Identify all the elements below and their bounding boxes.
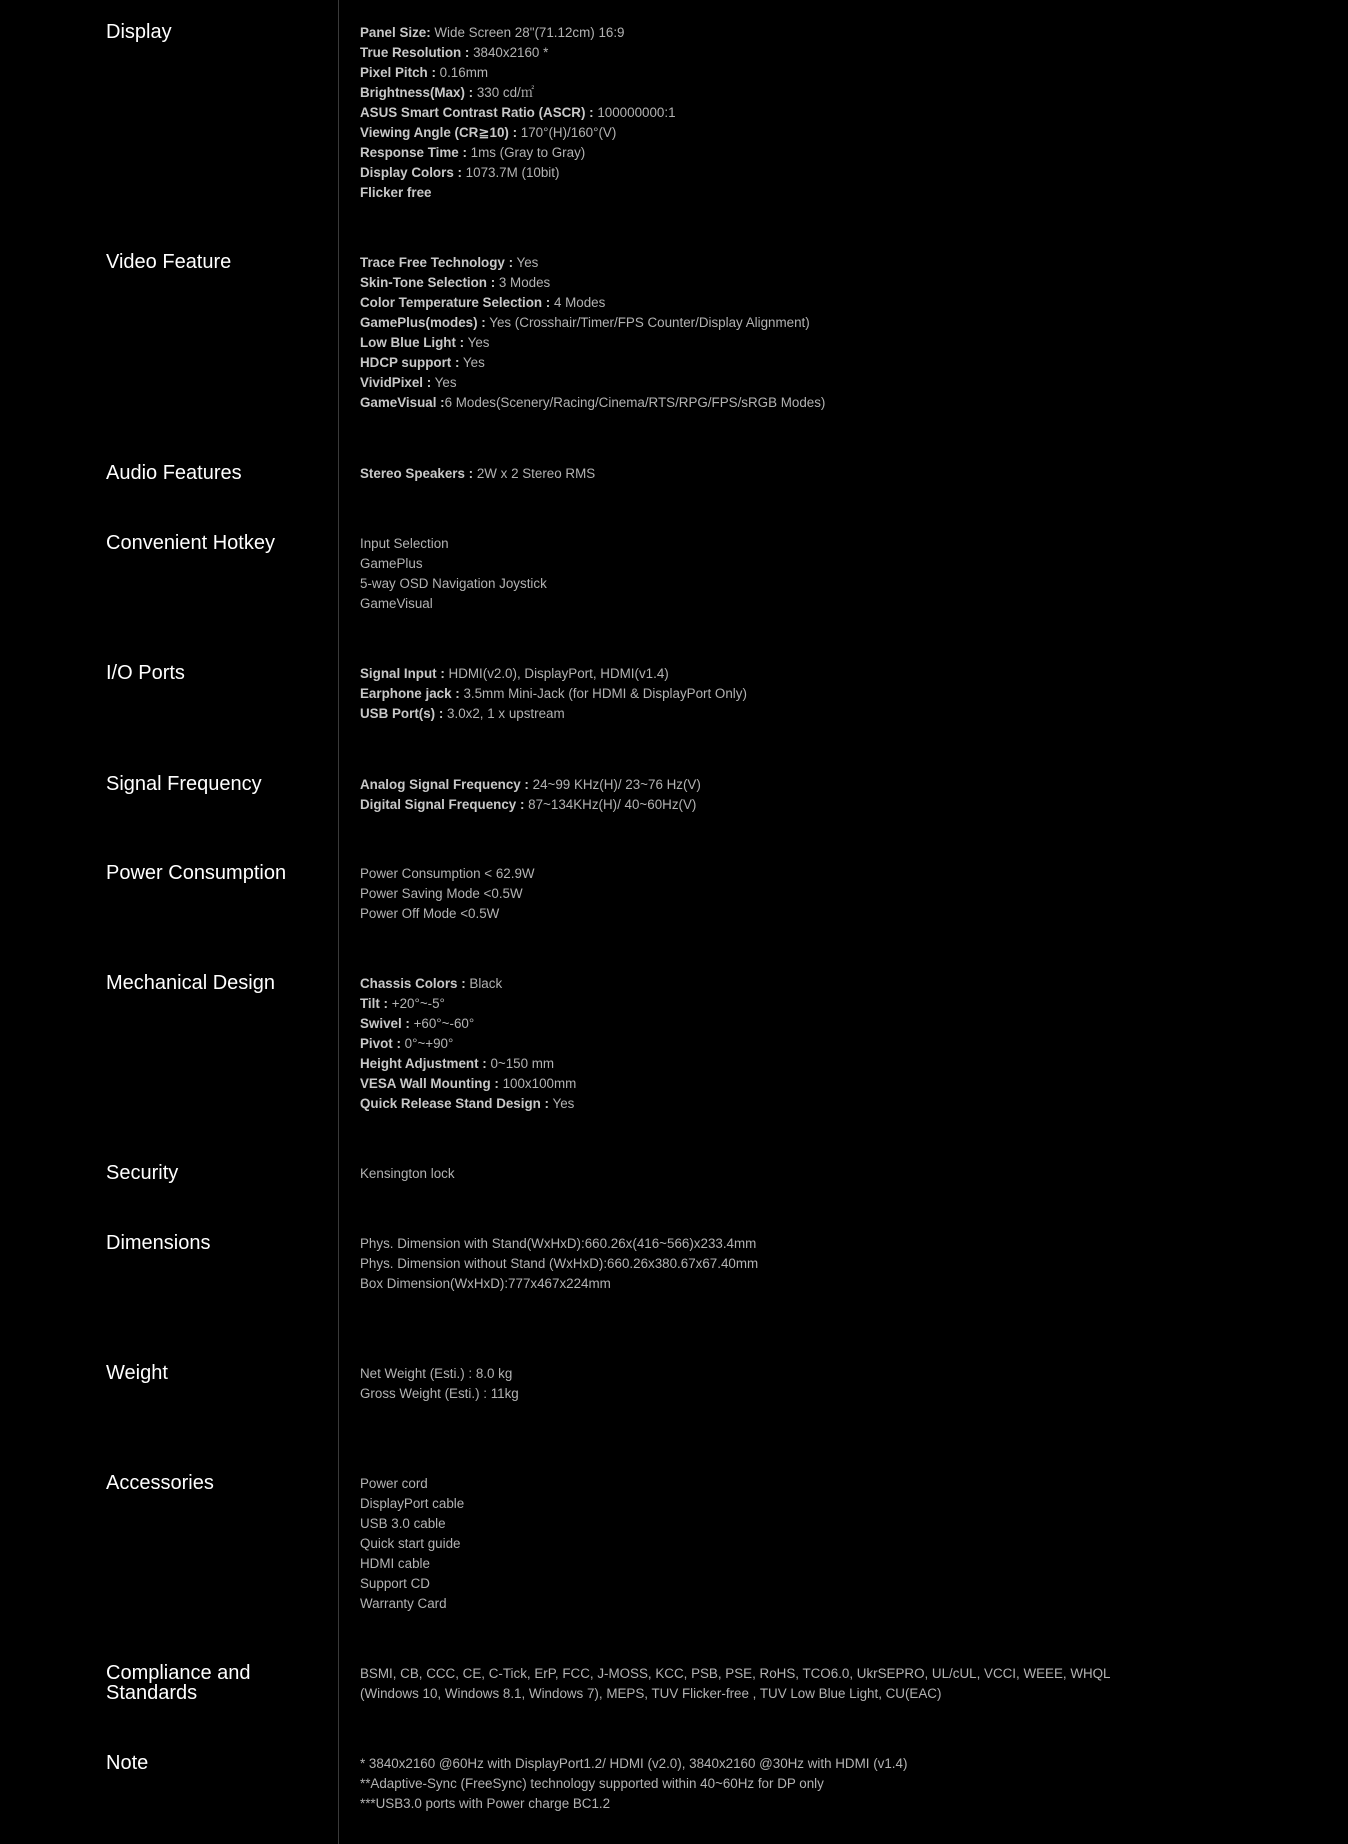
spec-line [360, 1384, 1160, 1404]
spec-line [360, 795, 1160, 815]
spec-value: Power Consumption < 62.9W [360, 866, 535, 881]
spec-value: 87~134KHz(H)/ 40~60Hz(V) [524, 797, 697, 812]
spec-section-label: Accessories [106, 1472, 214, 1494]
spec-line [360, 554, 1160, 574]
spec-value: +20°~-5° [388, 996, 445, 1011]
spec-value: 100x100mm [498, 1076, 577, 1091]
spec-value: Yes (Crosshair/Timer/FPS Counter/Display Alignment) [485, 315, 810, 330]
spec-line [360, 1164, 1160, 1184]
spec-line [360, 884, 1160, 904]
spec-key: Viewing Angle (CR≧10) : [360, 125, 518, 140]
spec-value: Net Weight (Esti.) : 8.0 kg [360, 1366, 513, 1381]
spec-section-label: Note [106, 1752, 149, 1774]
spec-value: Kensington lock [360, 1166, 455, 1181]
spec-key: Pixel Pitch : [360, 65, 436, 80]
spec-value: Yes [459, 355, 485, 370]
spec-key: Trace Free Technology : [360, 255, 514, 270]
spec-line [360, 273, 1160, 293]
spec-value: 100000000:1 [593, 105, 676, 120]
spec-value: Input Selection [360, 536, 449, 551]
spec-section-content [360, 1754, 1160, 1814]
spec-key: Stereo Speakers : [360, 466, 474, 481]
spec-value: ***USB3.0 ports with Power charge BC1.2 [360, 1796, 611, 1811]
spec-section-label: Weight [106, 1362, 168, 1384]
spec-line [360, 1534, 1160, 1554]
spec-value: 2W x 2 Stereo RMS [473, 466, 596, 481]
spec-line [360, 534, 1160, 554]
spec-line [360, 904, 1160, 924]
spec-line [360, 293, 1160, 313]
spec-value: Gross Weight (Esti.) : 11kg [360, 1386, 519, 1401]
spec-line [360, 63, 1160, 83]
spec-section-content [360, 23, 1160, 203]
spec-line [360, 704, 1160, 724]
spec-value: 0°~+90° [400, 1036, 454, 1051]
spec-line [360, 1094, 1160, 1114]
spec-value: Phys. Dimension with Stand(WxHxD):660.26x(416~566)x233.4mm [360, 1236, 757, 1251]
spec-line [360, 143, 1160, 163]
spec-key: Flicker free [360, 185, 432, 200]
spec-section-content [360, 664, 1160, 724]
spec-section-label: Signal Frequency [106, 773, 262, 795]
spec-line [360, 43, 1160, 63]
spec-section-content [360, 534, 1160, 614]
spec-key: ASUS Smart Contrast Ratio (ASCR) : [360, 105, 594, 120]
spec-key: USB Port(s) : [360, 706, 444, 721]
spec-line [360, 664, 1160, 684]
spec-line [360, 253, 1160, 273]
spec-value: Box Dimension(WxHxD):777x467x224mm [360, 1276, 611, 1291]
spec-line [360, 1494, 1160, 1514]
spec-value: * 3840x2160 @60Hz with DisplayPort1.2/ HDMI (v2.0), 3840x2160 @30Hz with HDMI (v1.4) [360, 1756, 908, 1771]
spec-key: VividPixel : [360, 375, 432, 390]
spec-line [360, 1574, 1160, 1594]
spec-section-content [360, 775, 1160, 815]
spec-line [360, 1054, 1160, 1074]
spec-line [360, 1754, 1160, 1774]
spec-value: 3 Modes [495, 275, 551, 290]
spec-line [360, 1554, 1160, 1574]
spec-line [360, 1254, 1160, 1274]
spec-value: 1ms (Gray to Gray) [466, 145, 586, 160]
spec-key: Earphone jack : [360, 686, 460, 701]
spec-line [360, 163, 1160, 183]
spec-line [360, 373, 1160, 393]
spec-key: Analog Signal Frequency : [360, 777, 529, 792]
spec-value: 1073.7M (10bit) [461, 165, 560, 180]
spec-value: Phys. Dimension without Stand (WxHxD):660.26x380.67x67.40mm [360, 1256, 759, 1271]
spec-section-label: Audio Features [106, 462, 242, 484]
spec-key: HDCP support : [360, 355, 460, 370]
spec-line [360, 1364, 1160, 1384]
spec-line [360, 1034, 1160, 1054]
spec-section-content [360, 1474, 1160, 1614]
spec-section-label: Security [106, 1162, 179, 1184]
spec-section-label: Compliance and Standards [106, 1662, 251, 1704]
spec-section-label: Dimensions [106, 1232, 211, 1254]
spec-line [360, 1594, 1160, 1614]
spec-value: 3.0x2, 1 x upstream [443, 706, 565, 721]
spec-line [360, 353, 1160, 373]
spec-value: Warranty Card [360, 1596, 447, 1611]
spec-line [360, 123, 1160, 143]
spec-key: Low Blue Light : [360, 335, 465, 350]
spec-key: Signal Input : [360, 666, 445, 681]
spec-value: Power cord [360, 1476, 428, 1491]
spec-section-content [360, 464, 1160, 484]
spec-key: Pivot : [360, 1036, 401, 1051]
spec-line [360, 974, 1160, 994]
spec-line [360, 313, 1160, 333]
spec-section-content [360, 1164, 1160, 1184]
spec-value: **Adaptive-Sync (FreeSync) technology supported within 40~60Hz for DP only [360, 1776, 824, 1791]
spec-section-label: I/O Ports [106, 662, 185, 684]
spec-value: Yes [464, 335, 490, 350]
spec-section-label: Video Feature [106, 251, 232, 273]
spec-value: Support CD [360, 1576, 430, 1591]
spec-line [360, 1074, 1160, 1094]
spec-value: Power Off Mode <0.5W [360, 906, 500, 921]
spec-line [360, 1474, 1160, 1494]
spec-value: 5-way OSD Navigation Joystick [360, 576, 547, 591]
spec-value: 6 Modes(Scenery/Racing/Cinema/RTS/RPG/FPS/sRGB Modes) [444, 395, 826, 410]
spec-key: Quick Release Stand Design : [360, 1096, 550, 1111]
spec-key: Tilt : [360, 996, 389, 1011]
spec-line [360, 574, 1160, 594]
spec-line [360, 333, 1160, 353]
spec-key: Brightness(Max) : [360, 85, 474, 100]
spec-value: 24~99 KHz(H)/ 23~76 Hz(V) [528, 777, 701, 792]
column-divider [338, 0, 339, 1844]
spec-key: GameVisual : [360, 395, 445, 410]
spec-line [360, 864, 1160, 884]
spec-section-content [360, 253, 1160, 413]
spec-key: Response Time : [360, 145, 467, 160]
spec-section-content [360, 864, 1160, 924]
spec-value: Quick start guide [360, 1536, 461, 1551]
spec-line [360, 594, 1160, 614]
spec-section-content [360, 1234, 1160, 1294]
spec-line [360, 393, 1160, 413]
spec-key: Skin-Tone Selection : [360, 275, 496, 290]
spec-section-content [360, 1364, 1160, 1404]
spec-value: GameVisual [360, 596, 433, 611]
spec-key: True Resolution : [360, 45, 470, 60]
spec-section-label: Display [106, 21, 172, 43]
spec-value: 3840x2160 * [469, 45, 549, 60]
spec-value: 0~150 mm [486, 1056, 555, 1071]
spec-value: 4 Modes [550, 295, 606, 310]
spec-value: GamePlus [360, 556, 423, 571]
spec-value: Yes [549, 1096, 575, 1111]
spec-value: Yes [431, 375, 457, 390]
spec-value: USB 3.0 cable [360, 1516, 446, 1531]
spec-key: VESA Wall Mounting : [360, 1076, 499, 1091]
spec-line [360, 684, 1160, 704]
spec-line [360, 464, 1160, 484]
spec-value: HDMI cable [360, 1556, 430, 1571]
spec-key: Panel Size: [360, 25, 431, 40]
spec-value: 0.16mm [435, 65, 488, 80]
spec-line [360, 994, 1160, 1014]
spec-key: Digital Signal Frequency : [360, 797, 525, 812]
spec-line [360, 23, 1160, 43]
spec-value: Wide Screen 28"(71.12cm) 16:9 [430, 25, 625, 40]
spec-section-content [360, 1664, 1160, 1704]
spec-key: Swivel : [360, 1016, 410, 1031]
spec-value: DisplayPort cable [360, 1496, 465, 1511]
spec-value: HDMI(v2.0), DisplayPort, HDMI(v1.4) [444, 666, 669, 681]
spec-key: Color Temperature Selection : [360, 295, 551, 310]
spec-section-label: Convenient Hotkey [106, 532, 275, 554]
spec-line [360, 1514, 1160, 1534]
spec-key: Chassis Colors : [360, 976, 466, 991]
spec-key: Height Adjustment : [360, 1056, 487, 1071]
spec-key: Display Colors : [360, 165, 462, 180]
spec-value: Power Saving Mode <0.5W [360, 886, 523, 901]
spec-value: 3.5mm Mini-Jack (for HDMI & DisplayPort Only) [459, 686, 747, 701]
spec-line [360, 1794, 1160, 1814]
spec-line [360, 775, 1160, 795]
spec-value: 170°(H)/160°(V) [517, 125, 617, 140]
spec-line [360, 1234, 1160, 1254]
spec-section-label: Mechanical Design [106, 972, 275, 994]
spec-section-label: Power Consumption [106, 862, 287, 884]
spec-line [360, 1014, 1160, 1034]
spec-line [360, 183, 1160, 203]
spec-value: Black [465, 976, 503, 991]
spec-line [360, 103, 1160, 123]
spec-key: GamePlus(modes) : [360, 315, 486, 330]
spec-value: 330 cd/㎡ [473, 85, 535, 100]
spec-line [360, 83, 1160, 103]
spec-paragraph: BSMI, CB, CCC, CE, C-Tick, ErP, FCC, J-MOSS, KCC, PSB, PSE, RoHS, TCO6.0, UkrSEPRO, UL/cUL, VCCI, WEEE, WHQL (Windows 10, Windows 8.1, Windows 7), MEPS, TUV Flicker-free , TUV Low Blue Light, CU(EAC) [360, 1666, 1110, 1701]
spec-section-content [360, 974, 1160, 1114]
spec-value: Yes [513, 255, 539, 270]
spec-line [360, 1274, 1160, 1294]
spec-value: +60°~-60° [409, 1016, 475, 1031]
spec-line [360, 1774, 1160, 1794]
